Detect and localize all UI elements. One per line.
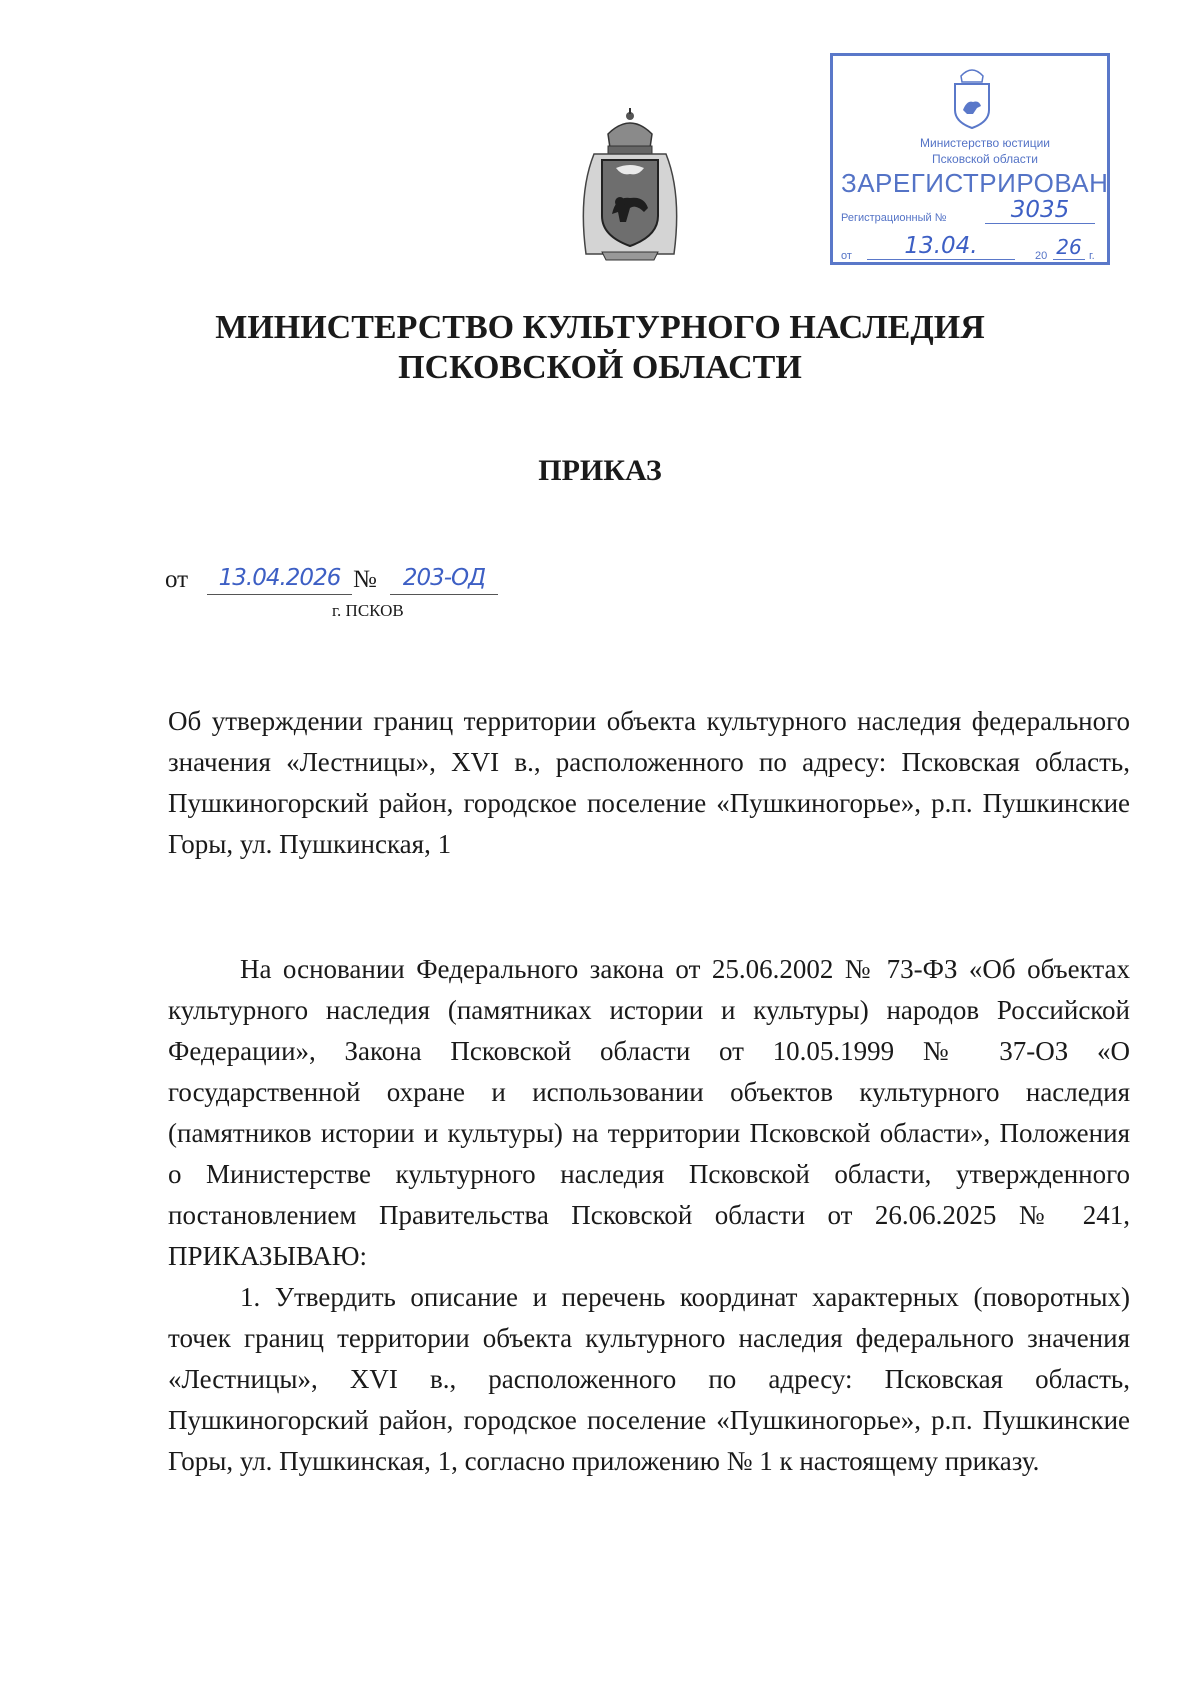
ministry-line-1: МИНИСТЕРСТВО КУЛЬТУРНОГО НАСЛЕДИЯ	[215, 309, 985, 346]
order-date: 13.04.2026	[207, 562, 352, 595]
document-type-title: ПРИКАЗ	[538, 454, 662, 487]
stamp-region-line: Псковской области	[932, 152, 1038, 166]
ministry-line-2: ПСКОВСКОЙ ОБЛАСТИ	[398, 349, 802, 386]
stamp-year-prefix: 20	[1035, 250, 1048, 262]
preamble-paragraph: На основании Федерального закона от 25.06.2002 № 73-ФЗ «Об объектах культурного наследия (памятниках истории и культуры) народов Российской Федерации», Закона Псковской области от 10.05.1999 № 37-ОЗ «О государственной охране и использовании объектов культурного наследия (памятников истории и культуры) на территории Псковской области», Положения о Министерстве культурного наследия Псковской области, утвержденного постановлением Правительства Псковской области от 26.06.2025 № 241, ПРИКАЗЫВАЮ:	[168, 954, 1130, 1271]
coat-of-arms-emblem	[572, 104, 688, 270]
date-from-label: от	[165, 566, 189, 593]
stamp-year-postfix: г.	[1089, 250, 1095, 262]
order-body	[168, 949, 1130, 1482]
stamp-reg-label: Регистрационный №	[841, 212, 947, 224]
number-label: №	[353, 566, 377, 593]
stamp-from-label: от	[841, 250, 852, 262]
ministry-heading	[200, 308, 1000, 388]
stamp-reg-number: 3035	[985, 197, 1095, 224]
order-item-1: 1. Утвердить описание и перечень координат характерных (поворотных) точек границ территории объекта культурного наследия федерального значения «Лестницы», XVI в., расположенного по адресу: Псковская область, Пушкиногорский район, городское поселение «Пушкиногорье», р.п. Пушкинские Горы, ул. Пушкинская, 1, согласно приложению № 1 к настоящему приказу.	[168, 1282, 1130, 1476]
stamp-date: 13.04.	[867, 233, 1015, 260]
city-label: г. ПСКОВ	[332, 601, 404, 620]
stamp-registered-title: ЗАРЕГИСТРИРОВАН	[841, 168, 1109, 198]
stamp-emblem-icon	[945, 62, 999, 132]
order-number: 203-ОД	[390, 562, 498, 595]
order-dateline	[165, 562, 525, 596]
registration-stamp	[830, 53, 1110, 265]
stamp-ministry-line: Министерство юстиции	[920, 136, 1050, 150]
order-subject: Об утверждении границ территории объекта культурного наследия федерального значения «Лестницы», XVI в., расположенного по адресу: Псковская область, Пушкиногорский район, городское поселение «Пушкиногорье», р.п. Пушкинские Горы, ул. Пушкинская, 1	[168, 706, 1130, 859]
stamp-year: 26	[1053, 235, 1085, 260]
